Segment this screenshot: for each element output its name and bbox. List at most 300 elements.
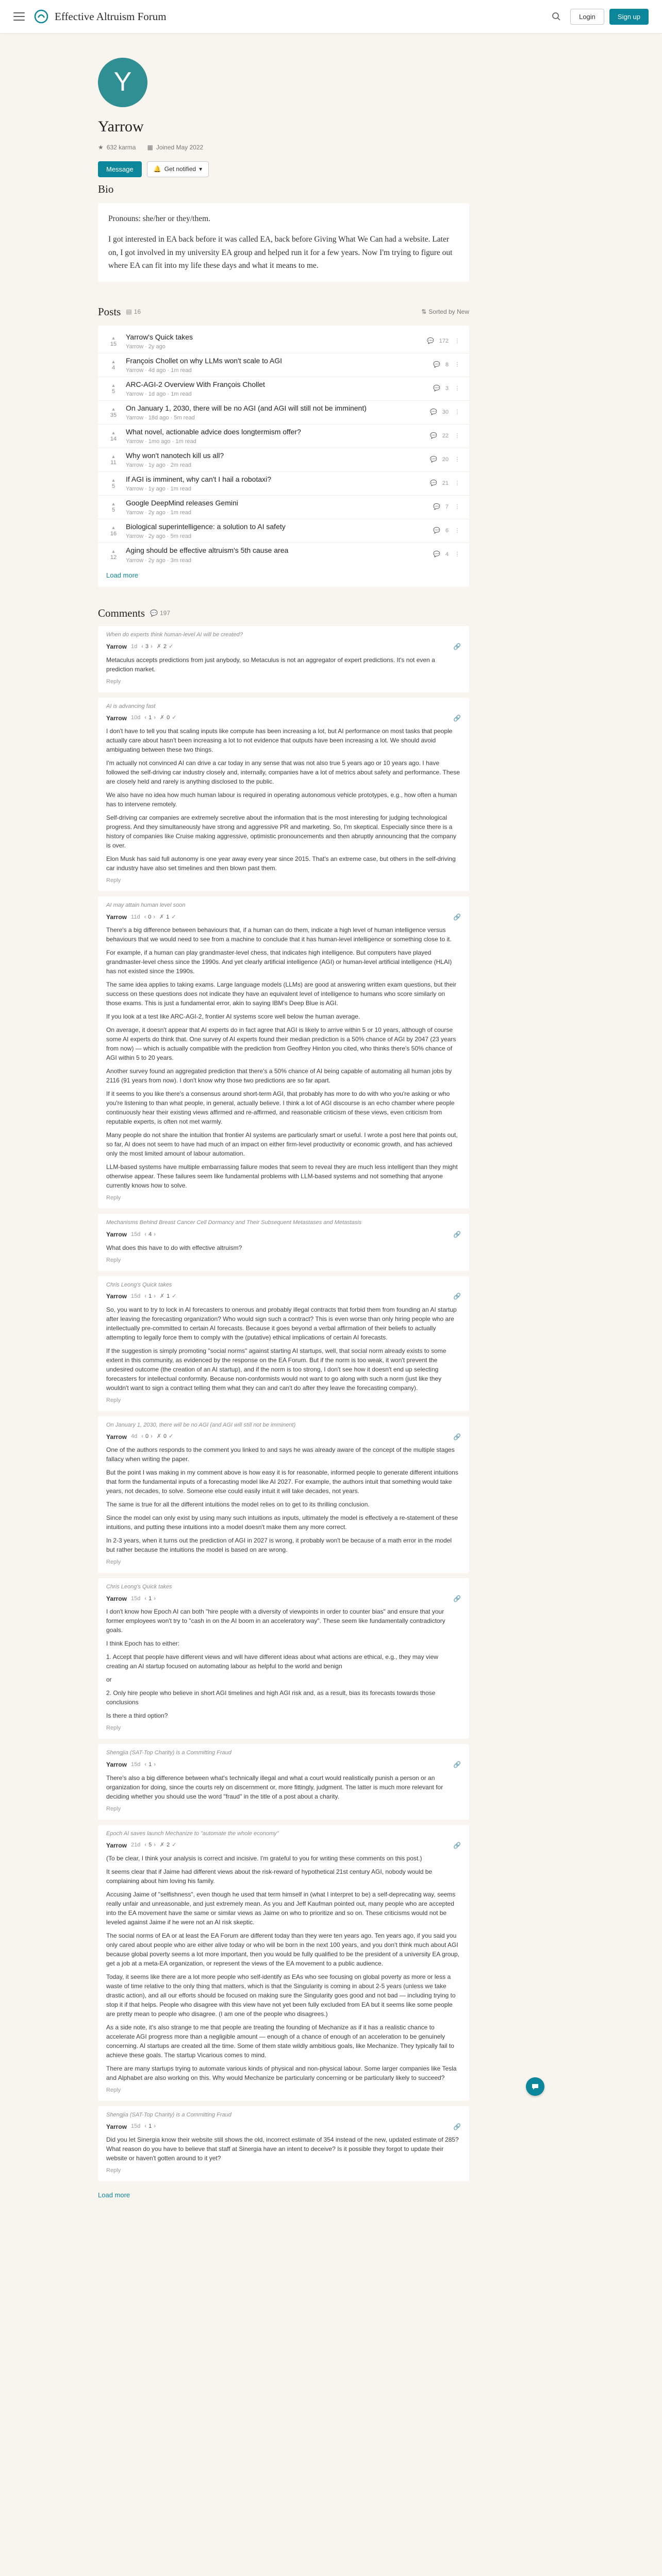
comment-karma: 1	[148, 2123, 152, 2130]
comment-karma: 4	[148, 1231, 152, 1238]
comment-karma: 3	[145, 643, 149, 650]
post-comment-count[interactable]: 3	[445, 385, 449, 392]
comment-karma: 1	[148, 1761, 152, 1768]
cross-icon[interactable]: ✗	[159, 1842, 165, 1849]
comment-paragraph: I'm actually not convinced AI can drive a car today in any sense that was not also true 5 years ago or 10 years ago. I have followed the self-driving car industry closely and, internally, companies have a lot of metrics about safety and performance. These are closely held and rarely is anything disclosed to the public.	[106, 759, 460, 786]
comment-paragraph: For example, if a human can play grandmaster-level chess, that indicates high intelligence. But computers have played grandmaster-level chess since the 1990s. And yet clearly artificial intelligence (AGI) or human-level artificial intelligence (HLAI) has not existed since the 1990s.	[106, 949, 452, 975]
karma-vote	[144, 913, 155, 922]
comment-icon: 💬	[426, 337, 434, 344]
upvote-icon[interactable]: ▲	[111, 477, 116, 483]
posts-load-more-link[interactable]: Load more	[106, 571, 139, 580]
comment-body	[106, 1445, 461, 1554]
chevron-left-icon[interactable]: ‹	[144, 715, 147, 721]
karma-vote	[144, 1293, 155, 1301]
agreement-vote	[160, 714, 177, 722]
comment-agreement: 2	[167, 1842, 170, 1849]
comments-count-value: 197	[159, 609, 170, 617]
comment-paragraph: 1. Accept that people have different views and will have different ideas about what actions are ethical, e.g., they may view creating an AI startup focused on automating labour as helpful to the world and benign	[106, 1653, 438, 1670]
chevron-right-icon[interactable]: ›	[154, 1231, 156, 1238]
comment-author[interactable]: Yarrow	[106, 1293, 127, 1300]
comment-card	[98, 1744, 469, 1819]
comment-paragraph: I think Epoch has to either:	[106, 1640, 180, 1648]
reply-button[interactable]: Reply	[106, 1559, 121, 1566]
more-options-icon[interactable]: ⋮	[454, 480, 460, 486]
comment-paragraph: (To be clear, I think your analysis is correct and incisive. I'm grateful to you for writing these comments on this post.)	[106, 1854, 422, 1862]
posts-section	[98, 304, 469, 587]
comment-author[interactable]: Yarrow	[106, 1761, 127, 1769]
comment-paragraph: There are many startups trying to automate various kinds of physical and non-physical labour. Some larger companies like Tesla and Alphabet are also working on this. Why would Mechanize be particularly concerning or be particularly likely to succeed?	[106, 2064, 457, 2081]
more-options-icon[interactable]: ⋮	[454, 551, 460, 558]
comment-paragraph: What does this have to do with effective altruism?	[106, 1244, 242, 1251]
comment-paragraph: Another survey found an aggregated prediction that there's a 50% chance of AI being capable of automating all human jobs by 2116 (91 years from now). I don't know why those two predictions are so far apart.	[106, 1067, 452, 1084]
check-icon[interactable]: ✓	[172, 1842, 177, 1849]
bio-section	[98, 181, 469, 282]
check-icon[interactable]: ✓	[172, 715, 177, 721]
comment-paragraph: The same is true for all the different intuitions the model relies on to get to its thrilling conclusion.	[106, 1501, 370, 1509]
comment-age[interactable]: 15d	[131, 2123, 141, 2130]
agreement-vote	[160, 1293, 177, 1301]
comment-paragraph: As a side note, it's also strange to me that people are treating the founding of Mechanize as if it has a realistic chance to accelerate AGI progress more than a negligible amount — enough of a chance of enough of an acceleration to be genuinely concerning. AI startups are created all the time. Some of them state wildly ambitious goals, like Mechanize. They typically fail to achieve these goals. The startup Vicarious comes to mind.	[106, 2023, 454, 2059]
comment-paragraph: Today, it seems like there are a lot more people who self-identify as EAs who see focusing on global poverty as more or less a waste of time relative to the only thing that matters, which is that the Singularity is coming in about 2-5 years (unless we take drastic action), and all our efforts should be focused on making sure the Singularity goes good and not bad — including trying to stop it if that helps. People who disagree with this view have not yet been fully excluded from EA but it seems like some people are pretty mean to people who disagree. (I am one of the people who disagrees.)	[106, 1973, 456, 2018]
comment-icon: 💬	[433, 385, 440, 392]
comment-author[interactable]: Yarrow	[106, 1841, 127, 1849]
site-logo-icon[interactable]	[34, 9, 48, 24]
comment-age[interactable]: 15d	[131, 1761, 141, 1768]
comment-karma: 5	[148, 1842, 152, 1849]
search-icon[interactable]	[548, 8, 565, 25]
comment-paragraph: We also have no idea how much human labour is required in operating autonomous vehicle prototypes, e.g., how often a human has to intervene remotely.	[106, 791, 457, 808]
post-title[interactable]: Why won't nanotech kill us all?	[126, 451, 224, 460]
comment-author[interactable]: Yarrow	[106, 1433, 127, 1440]
post-item[interactable]	[98, 496, 469, 519]
comment-body	[106, 1854, 461, 2082]
comment-age[interactable]: 1d	[131, 643, 138, 650]
upvote-icon[interactable]: ▲	[111, 430, 116, 435]
comment-post-title[interactable]: Chris Leong's Quick takes	[106, 1281, 172, 1288]
karma-vote	[141, 643, 152, 651]
post-karma-value: 16	[110, 530, 117, 537]
check-icon[interactable]: ✓	[171, 913, 176, 920]
joined-date: Joined May 2022	[156, 143, 204, 151]
comment-author[interactable]: Yarrow	[106, 2123, 127, 2130]
post-meta: Yarrow · 2y ago	[126, 344, 166, 350]
comment-paragraph: Accusing Jaime of "selfishness", even though he used that term himself in (what I interpret to be) a self-deprecating way, seems really unfair and unreasonable, and just extremely mean. As you and Jeff Kaufman pointed out, many people who are accepted into the EA movement have the same or similar views as Jaime on who to prioritize and so on. These criticisms would not be leveled against Jaime if he were not an AI risk skeptic.	[106, 1890, 456, 1926]
comment-agreement: 1	[166, 913, 170, 920]
more-options-icon[interactable]: ⋮	[454, 527, 460, 534]
more-options-icon[interactable]: ⋮	[454, 503, 460, 510]
karma-vote	[144, 1841, 155, 1850]
post-comment-count[interactable]: 172	[439, 337, 449, 344]
comment-body	[106, 925, 461, 1190]
comment-card	[98, 626, 469, 692]
post-karma	[106, 478, 121, 489]
posts-heading: Posts	[98, 306, 121, 318]
chevron-right-icon[interactable]: ›	[154, 1842, 156, 1849]
chevron-right-icon[interactable]: ›	[151, 1433, 153, 1440]
upvote-icon[interactable]: ▲	[111, 524, 116, 530]
comment-author[interactable]: Yarrow	[106, 1595, 127, 1602]
comment-body	[106, 2135, 461, 2163]
comment-icon: 💬	[150, 609, 158, 617]
link-icon[interactable]: 🔗	[453, 2123, 461, 2130]
post-item[interactable]	[98, 377, 469, 401]
post-meta: Yarrow · 2y ago · 1m read	[126, 510, 191, 516]
calendar-icon: ▦	[147, 143, 153, 151]
post-karma	[106, 549, 121, 561]
reply-button[interactable]: Reply	[106, 1397, 121, 1403]
avatar: Y	[98, 58, 147, 107]
sort-icon: ⇅	[421, 308, 427, 315]
comment-card	[98, 2106, 469, 2181]
upvote-icon[interactable]: ▲	[111, 453, 116, 459]
chevron-down-icon: ▾	[199, 165, 203, 173]
upvote-icon[interactable]: ▲	[111, 335, 116, 341]
bio-heading: Bio	[98, 183, 114, 195]
post-item[interactable]	[98, 353, 469, 377]
post-title[interactable]: Google DeepMind releases Gemini	[126, 498, 238, 507]
comment-card	[98, 1276, 469, 1411]
post-meta: Yarrow · 18d ago · 5m read	[126, 415, 195, 421]
comment-author[interactable]: Yarrow	[106, 714, 127, 722]
comment-post-title[interactable]: On January 1, 2030, there will be no AGI (and AGI will still not be imminent)	[106, 1421, 296, 1428]
comment-paragraph: But the point I was making in my comment above is how easy it is for reasonable, informed people to generate different intuitions that form the fundamental inputs of a forecasting model like AI 2027. For example, the authors intuit that something would take years, not decades, to solve. Someone else could easily intuit it will take decades, not years.	[106, 1469, 458, 1495]
comment-paragraph: So, you want to try to lock in AI forecasters to onerous and probably illegal contracts that forbid them from founding an AI startup after leaving the forecasting organization? Who would sign such a contract? This is even worse than only hiring people who are intellectually pre-committed to certain AI forecasts. Because it goes beyond a verbal affirmation of their beliefs to actually attempting to legally force them to comply with the (putative) ethical implications of certain AI forecasts.	[106, 1306, 457, 1341]
comment-body	[106, 1305, 461, 1393]
chevron-right-icon[interactable]: ›	[154, 1761, 156, 1768]
check-icon[interactable]: ✓	[169, 1433, 174, 1440]
comment-author[interactable]: Yarrow	[106, 1231, 127, 1239]
more-options-icon[interactable]: ⋮	[454, 385, 460, 392]
chevron-right-icon[interactable]: ›	[154, 715, 156, 721]
post-title[interactable]: If AGI is imminent, why can't I hail a robotaxi?	[126, 474, 272, 483]
comment-card	[98, 1214, 469, 1270]
cross-icon[interactable]: ✗	[159, 1293, 165, 1300]
comment-paragraph: It seems clear that if Jaime had different views about the risk-reward of hypothetical 21st century AGI, nobody would be complaining about him loving his family.	[106, 1868, 433, 1885]
comment-agreement: 0	[163, 1433, 167, 1440]
comment-paragraph: Since the model can only exist by using many such intuitions as inputs, ultimately the model is effectively a re-statement of these intuitions, and putting these intuitions into a model doesn't make them any more correct.	[106, 1514, 458, 1531]
profile-meta	[98, 143, 469, 152]
get-notified-label: Get notified	[164, 165, 196, 173]
chevron-right-icon[interactable]: ›	[154, 2123, 156, 2130]
agreement-vote	[160, 1841, 177, 1850]
comment-post-title[interactable]: Shengjia (SAT-Top Charity) is a Committing Fraud	[106, 1750, 231, 1756]
comment-post-title[interactable]: When do experts think human-level AI will be created?	[106, 632, 243, 638]
more-options-icon[interactable]: ⋮	[454, 361, 460, 368]
reply-button[interactable]: Reply	[106, 877, 121, 884]
comment-post-title[interactable]: Chris Leong's Quick takes	[106, 1584, 172, 1590]
post-karma	[106, 431, 121, 442]
post-karma-value: 4	[111, 364, 115, 371]
chevron-right-icon[interactable]: ›	[154, 1293, 156, 1300]
comment-post-title[interactable]: Mechanisms Behind Breast Cancer Cell Dormancy and Their Subsequent Metastases and Metastasis	[106, 1219, 362, 1226]
post-title[interactable]: Yarrow's Quick takes	[126, 332, 193, 341]
post-karma	[106, 454, 121, 466]
posts-list	[98, 326, 469, 587]
sort-dropdown[interactable]	[421, 308, 469, 316]
chevron-right-icon[interactable]: ›	[154, 1595, 156, 1602]
karma-vote	[144, 1231, 155, 1239]
star-icon: ★	[98, 143, 104, 151]
post-comment-count[interactable]: 30	[442, 409, 449, 415]
comment-icon: 💬	[430, 432, 437, 439]
karma-vote	[141, 1433, 152, 1441]
upvote-icon[interactable]: ▲	[111, 501, 116, 506]
upvote-icon[interactable]: ▲	[111, 406, 116, 412]
top-bar	[0, 0, 662, 33]
chevron-left-icon[interactable]: ‹	[144, 2123, 147, 2130]
comment-paragraph: The social norms of EA or at least the EA Forum are different today than they were ten years ago. Ten years ago, if you said you only cared about people who are either alive today or who will be born in the next 100 years, and you don't think much about AGI because global poverty seems a lot more important, then you would be fully qualified to be the president of a university EA group, get a job at a meta-EA organization, or represent the views of the EA movement to a public audience.	[106, 1931, 460, 1967]
post-item[interactable]	[98, 543, 469, 567]
bio-card	[98, 203, 469, 281]
post-meta: Yarrow · 1d ago · 1m read	[126, 391, 192, 398]
comment-icon: 💬	[430, 456, 437, 463]
comment-paragraph: I don't have to tell you that scaling inputs like compute has been increasing a lot, but AI performance on most tasks that people actually care about hasn't been increasing a lot to not evidence that outputs have been increasing a lot. We should avoid ambiguating between these two things.	[106, 727, 453, 754]
comment-paragraph: Self-driving car companies are extremely secretive about the information that is the most interesting for judging technological progress. And they simultaneously have strong and aggressive PR and marketing. So, I'm skeptical. Especially since there is a history of companies like Cruise making aggressive, optimistic pronouncements and then abruptly announcing that the company is over.	[106, 814, 457, 850]
cross-icon[interactable]: ✗	[159, 913, 164, 920]
post-karma	[106, 526, 121, 537]
post-meta: Yarrow · 4d ago · 1m read	[126, 367, 192, 374]
karma-vote	[144, 2123, 155, 2131]
post-title[interactable]: Aging should be effective altruism's 5th cause area	[126, 546, 289, 555]
post-title[interactable]: ARC-AGI-2 Overview With François Chollet	[126, 380, 265, 388]
comment-body	[106, 655, 461, 674]
chevron-left-icon[interactable]: ‹	[144, 1293, 147, 1300]
post-comment-count[interactable]: 20	[442, 456, 449, 463]
post-comment-count[interactable]: 4	[445, 551, 449, 558]
comment-icon: 💬	[430, 480, 437, 486]
post-comment-count[interactable]: 8	[445, 361, 449, 368]
reply-button[interactable]: Reply	[106, 1805, 121, 1812]
reply-button[interactable]: Reply	[106, 1257, 121, 1263]
comment-age[interactable]: 4d	[131, 1433, 138, 1440]
comment-paragraph: LLM-based systems have multiple embarrassing failure modes that seem to reveal they are much less intelligent than they might otherwise appear. These failures seem like fundamental problems with LLM-based systems and not something that anyone currently knows how to solve.	[106, 1163, 458, 1190]
chevron-left-icon[interactable]: ‹	[144, 913, 146, 920]
link-icon[interactable]: 🔗	[453, 1841, 461, 1849]
comment-card	[98, 1825, 469, 2101]
sort-label: Sorted by New	[428, 308, 469, 315]
link-icon[interactable]: 🔗	[453, 1595, 461, 1602]
message-button[interactable]: Message	[98, 161, 142, 177]
post-karma	[106, 360, 121, 371]
comments-section	[98, 605, 469, 2201]
more-options-icon[interactable]: ⋮	[454, 456, 460, 463]
more-options-icon[interactable]: ⋮	[454, 432, 460, 439]
post-karma	[106, 336, 121, 347]
more-options-icon[interactable]: ⋮	[454, 337, 460, 344]
comment-paragraph: There's a big difference between behaviours that, if a human can do them, indicate a high level of human intelligence versus behaviours that we would need to see from a machine to conclude that it has human-level intelligence or something close to it.	[106, 926, 452, 943]
posts-count-value: 16	[134, 308, 141, 315]
reply-button[interactable]: Reply	[106, 1725, 121, 1732]
post-karma-value: 15	[110, 341, 117, 347]
link-icon[interactable]: 🔗	[453, 1761, 461, 1769]
comment-age[interactable]: 15d	[131, 1231, 141, 1238]
reply-button[interactable]: Reply	[106, 1195, 121, 1201]
comment-body	[106, 1773, 461, 1801]
post-title[interactable]: François Chollet on why LLMs won't scale to AGI	[126, 356, 283, 365]
upvote-icon[interactable]: ▲	[111, 382, 116, 388]
comment-post-title[interactable]: AI may attain human level soon	[106, 902, 186, 908]
check-icon[interactable]: ✓	[169, 643, 174, 650]
chevron-left-icon[interactable]: ‹	[144, 1761, 147, 1768]
post-comment-count[interactable]: 21	[442, 480, 449, 486]
post-karma	[106, 383, 121, 395]
more-options-icon[interactable]: ⋮	[454, 409, 460, 415]
chevron-right-icon[interactable]: ›	[151, 643, 153, 650]
get-notified-button[interactable]	[147, 161, 209, 177]
chevron-left-icon[interactable]: ‹	[141, 1433, 143, 1440]
comments-count	[150, 609, 170, 618]
comment-paragraph: I don't know how Epoch AI can both "hire people with a diversity of viewpoints in order to counter bias" and ensure that your former employees won't try to "cash in on the AI boom in an acceleratory way". These seem like fundamentally contradictory goals.	[106, 1608, 445, 1634]
posts-count	[126, 308, 141, 316]
post-karma-value: 5	[111, 506, 115, 513]
profile-header	[98, 58, 469, 177]
menu-icon[interactable]	[13, 12, 25, 21]
karma-vote	[144, 1595, 155, 1603]
comment-icon: 💬	[433, 527, 440, 534]
comment-age[interactable]: 21d	[131, 1842, 141, 1849]
comment-paragraph: If it seems to you like there's a consensus around short-term AGI, that probably has more to do with who you're asking or who you're listening to than what people, in general, actually believe. I think a lot of AGI discourse is an echo chamber where people continuously hear their existing views affirmed and re-affirmed, and reasonable criticism of these views, even criticism from reputable experts, is often not met warmly.	[106, 1090, 455, 1126]
comment-card	[98, 1416, 469, 1573]
link-icon[interactable]: 🔗	[453, 1231, 461, 1239]
comment-paragraph: Elon Musk has said full autonomy is one year away every year since 2015. That's an extreme case, but others in the self-driving car industry have also set timelines and then blown past them.	[106, 855, 456, 872]
comment-body	[106, 1607, 461, 1720]
comment-paragraph: Is there a third option?	[106, 1712, 168, 1720]
comment-karma: 0	[145, 1433, 149, 1440]
comment-author[interactable]: Yarrow	[106, 643, 127, 651]
comment-agreement: 2	[163, 643, 167, 650]
post-karma-value: 35	[110, 412, 117, 418]
chat-icon[interactable]	[526, 2077, 544, 2096]
comment-paragraph: The same idea applies to taking exams. Large language models (LLMs) are good at answering written exam questions, but their success on these questions does not indicate they have an equivalent level of intelligence to humans who score similarly on those exams. This is just a fundamental error, akin to saying IBM's Deep Blue is AGI.	[106, 981, 457, 1007]
post-meta: Yarrow · 2y ago · 3m read	[126, 557, 191, 564]
post-title[interactable]: On January 1, 2030, there will be no AGI (and AGI will still not be imminent)	[126, 403, 367, 412]
upvote-icon[interactable]: ▲	[111, 359, 116, 364]
comment-body	[106, 726, 461, 873]
comment-age[interactable]: 15d	[131, 1595, 141, 1602]
post-title[interactable]: Biological superintelligence: a solution to AI safety	[126, 522, 286, 531]
comment-paragraph: There's also a big difference between what's technically illegal and what a court would realistically punish a person or an organization for doing, since the courts rely on discernment or, more fittingly, judgment. The latter is much more relevant for deciding whether you should use the word "fraud" in the title of a post about a charity.	[106, 1774, 443, 1800]
post-item[interactable]	[98, 425, 469, 448]
comment-paragraph: Did you let Sinergia know their website still shows the old, incorrect estimate of 354 instead of the new, updated estimate of 285? What reason do you have to believe that staff at Sinergia have an intent to deceive? Is it possible they forgot to update their website or haven't gotten around to it yet?	[106, 2136, 459, 2162]
link-icon[interactable]: 🔗	[453, 643, 461, 651]
comment-card	[98, 698, 469, 891]
document-icon: ▤	[126, 308, 132, 315]
bio-paragraph: Pronouns: she/her or they/them.	[108, 214, 211, 224]
comment-icon: 💬	[430, 409, 437, 415]
agreement-vote	[157, 1433, 174, 1441]
comment-karma: 1	[148, 1293, 152, 1300]
link-icon[interactable]: 🔗	[453, 1293, 461, 1300]
post-karma	[106, 407, 121, 418]
comment-post-title[interactable]: Shengjia (SAT-Top Charity) is a Committing Fraud	[106, 2111, 231, 2118]
comment-agreement: 0	[167, 715, 170, 721]
comment-age[interactable]: 15d	[131, 1293, 141, 1300]
comments-heading: Comments	[98, 607, 145, 619]
comment-age[interactable]: 11d	[131, 913, 140, 920]
cross-icon[interactable]: ✗	[156, 643, 161, 650]
post-meta: Yarrow · 2y ago · 5m read	[126, 533, 191, 540]
reply-button[interactable]: Reply	[106, 2167, 121, 2174]
chevron-left-icon[interactable]: ‹	[144, 1842, 147, 1849]
bio-paragraph: I got interested in EA back before it was called EA, back before Giving What We Can had a website. Later on, I got involved in my university EA group and helped run it for a few years. Now I'm trying to figure out where EA can fit into my life these days and what it means to me.	[108, 235, 453, 270]
post-karma-value: 11	[110, 459, 117, 466]
post-item[interactable]	[98, 472, 469, 496]
post-comment-count[interactable]: 6	[445, 527, 449, 534]
site-title[interactable]: Effective Altruism Forum	[55, 10, 167, 23]
post-item[interactable]	[98, 330, 469, 353]
comment-icon: 💬	[433, 503, 440, 510]
post-meta: Yarrow · 1y ago · 2m read	[126, 462, 191, 469]
comment-icon: 💬	[433, 551, 440, 558]
post-title[interactable]: What novel, actionable advice does longtermism offer?	[126, 427, 301, 436]
comment-paragraph: If the suggestion is simply promoting "social norms" against starting AI startups, well, that social norm already exists to some extent in this community, as evidenced by the response on the EA Forum. But if the norm is too weak, it won't prevent the undesired outcome (the creation of an AI startup), and if the norm is too strong, I don't see how it doesn't end up selecting forecasters for intellectual conformity. Because non-conformists would not want to go along with such a norm (just like they wouldn't want to sign a contract telling them what they can and can't do after they leave the forecasting company).	[106, 1347, 446, 1392]
cross-icon[interactable]: ✗	[159, 715, 165, 721]
post-karma-value: 14	[110, 435, 117, 442]
chevron-left-icon[interactable]: ‹	[141, 643, 143, 650]
post-comment-count[interactable]: 7	[445, 503, 449, 510]
link-icon[interactable]: 🔗	[453, 1433, 461, 1440]
chevron-left-icon[interactable]: ‹	[144, 1231, 147, 1238]
post-item[interactable]	[98, 401, 469, 425]
post-comment-count[interactable]: 22	[442, 432, 449, 439]
comment-paragraph: One of the authors responds to the comment you linked to and says he was already aware of the concept of the multiple stages fallacy when writing the paper.	[106, 1446, 455, 1463]
comment-paragraph: On average, it doesn't appear that AI experts do in fact agree that AGI is likely to arrive within 5 or 10 years, although of course some AI experts do think that. One survey of AI experts found their median prediction is a 50% chance of AGI by 2047 (23 years from now) — which is actually compatible with the prediction from Geoffrey Hinton you cited, who thinks there's 50% chance of AGI within 5 to 20 years.	[106, 1026, 456, 1062]
comment-karma: 0	[148, 913, 152, 920]
post-meta: Yarrow · 1mo ago · 1m read	[126, 438, 196, 445]
comment-paragraph: Many people do not share the intuition that frontier AI systems are particularly smart or useful. I wrote a post here that points out, so far, AI does not seem to have had much of an impact on either firm-level productivity or economic growth, and has achieved only the most limited amount of labour automation.	[106, 1131, 458, 1158]
comment-paragraph: Metaculus accepts predictions from just anybody, so Metaculus is not an aggregator of expert predictions. It's not even a prediction market.	[106, 656, 435, 673]
reply-button[interactable]: Reply	[106, 678, 121, 685]
link-icon[interactable]: 🔗	[453, 913, 461, 921]
comment-card	[98, 896, 469, 1209]
karma-vote	[144, 1761, 155, 1769]
upvote-icon[interactable]: ▲	[111, 549, 116, 554]
post-karma-value: 5	[111, 483, 115, 489]
reply-button[interactable]: Reply	[106, 2087, 121, 2093]
post-item[interactable]	[98, 519, 469, 543]
comment-post-title[interactable]: AI is advancing fast	[106, 703, 156, 709]
post-item[interactable]	[98, 448, 469, 472]
agreement-vote	[159, 913, 176, 922]
check-icon[interactable]: ✓	[172, 1293, 177, 1300]
login-button[interactable]: Login	[570, 9, 604, 25]
agreement-vote	[157, 643, 174, 651]
karma-vote	[144, 714, 155, 722]
comment-agreement: 1	[167, 1293, 170, 1300]
cross-icon[interactable]: ✗	[156, 1433, 161, 1440]
post-karma-value: 12	[110, 554, 117, 561]
comment-paragraph: 2. Only hire people who believe in short AGI timelines and high AGI risk and, as a result, bias its forecasts towards those conclusions	[106, 1689, 436, 1706]
profile-name: Yarrow	[98, 118, 144, 135]
comment-paragraph: If you look at a test like ARC-AGI-2, frontier AI systems score well below the human average.	[106, 1013, 360, 1021]
chevron-left-icon[interactable]: ‹	[144, 1595, 147, 1602]
signup-button[interactable]: Sign up	[609, 9, 649, 25]
comment-body	[106, 1243, 461, 1252]
comment-author[interactable]: Yarrow	[106, 913, 127, 921]
karma-count: 632 karma	[106, 143, 136, 151]
comment-paragraph: or	[106, 1676, 112, 1684]
comments-list	[98, 626, 469, 2181]
link-icon[interactable]: 🔗	[453, 714, 461, 722]
comment-paragraph: In 2-3 years, when it turns out the prediction of AGI in 2027 is wrong, it probably won't be because of a math error in the model but rather because the intuitions the model is based on are wrong.	[106, 1537, 452, 1554]
post-meta: Yarrow · 1y ago · 1m read	[126, 486, 191, 493]
comment-age[interactable]: 10d	[131, 715, 141, 721]
comment-icon: 💬	[433, 361, 440, 368]
comment-post-title[interactable]: Epoch AI saves launch Mechanize to "automate the whole economy"	[106, 1830, 279, 1837]
chevron-right-icon[interactable]: ›	[153, 913, 156, 920]
post-karma	[106, 502, 121, 513]
comments-load-more-link[interactable]: Load more	[98, 2191, 130, 2199]
